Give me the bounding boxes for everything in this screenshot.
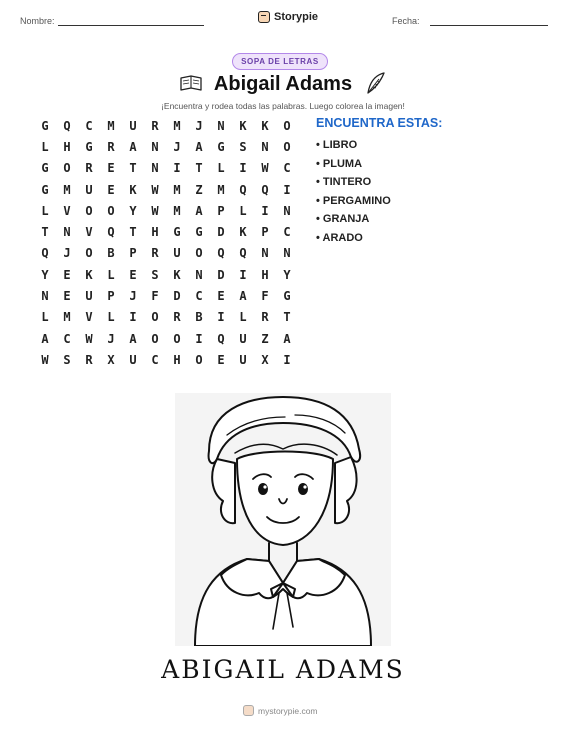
word-item: • GRANJA [316,213,370,226]
grid-cell[interactable]: G [41,118,49,133]
grid-cell[interactable]: I [195,331,203,346]
grid-cell[interactable]: I [261,203,269,218]
grid-cell[interactable]: L [41,139,49,154]
grid-cell[interactable]: N [151,161,159,176]
grid-cell[interactable]: N [283,203,291,218]
grid-cell[interactable]: X [107,352,115,367]
grid-cell[interactable]: Q [41,246,49,261]
grid-cell[interactable]: L [217,161,225,176]
grid-cell[interactable]: H [151,225,159,240]
grid-cell[interactable]: R [261,310,269,325]
grid-cell[interactable]: A [195,139,203,154]
instructions: ¡Encuentra y rodea todas las palabras. Luego colorea la imagen! [161,101,405,111]
grid-cell[interactable]: B [195,310,203,325]
grid-cell[interactable]: U [173,246,181,261]
grid-cell[interactable]: C [85,118,93,133]
grid-cell[interactable]: G [283,289,291,304]
word-item: • PERGAMINO [316,194,391,207]
grid-cell[interactable]: K [85,267,93,282]
grid-cell[interactable]: U [85,289,93,304]
grid-cell[interactable]: N [261,139,269,154]
grid-cell[interactable]: N [151,139,159,154]
grid-cell[interactable]: V [85,225,93,240]
grid-cell[interactable]: E [217,352,225,367]
grid-cell[interactable]: J [129,289,137,304]
grid-cell[interactable]: T [129,225,137,240]
grid-cell[interactable]: G [85,139,93,154]
storypie-logo-icon [243,705,254,716]
grid-cell[interactable]: Q [63,118,71,133]
grid-cell[interactable]: N [63,225,71,240]
word-item: • ARADO [316,231,363,244]
grid-cell[interactable]: P [129,246,137,261]
quill-pen-icon [364,71,388,97]
grid-cell[interactable]: P [217,203,225,218]
grid-cell[interactable]: T [41,225,49,240]
word-list [316,136,391,248]
grid-cell[interactable]: O [63,161,71,176]
grid-cell[interactable]: I [283,182,291,197]
grid-cell[interactable]: A [41,331,49,346]
grid-cell[interactable]: C [63,331,71,346]
grid-cell[interactable]: T [283,310,291,325]
word-item: • LIBRO [316,139,358,151]
grid-cell[interactable]: R [151,246,159,261]
grid-cell[interactable]: K [129,182,137,197]
grid-cell[interactable]: G [195,225,203,240]
coloring-portrait[interactable] [175,393,391,646]
grid-cell[interactable]: C [283,225,291,240]
storypie-logo-icon [258,11,270,23]
grid-cell[interactable]: E [63,267,71,282]
grid-cell[interactable]: L [41,203,49,218]
grid-cell[interactable]: T [195,161,203,176]
grid-cell[interactable]: O [195,352,203,367]
grid-cell[interactable]: O [195,246,203,261]
grid-cell[interactable]: W [261,161,269,176]
grid-cell[interactable]: I [239,267,247,282]
grid-cell[interactable]: A [283,331,291,346]
grid-cell[interactable]: K [239,225,247,240]
grid-cell[interactable]: G [41,182,49,197]
grid-cell[interactable]: M [217,182,225,197]
grid-cell[interactable]: U [239,352,247,367]
grid-cell[interactable]: L [41,310,49,325]
grid-cell[interactable]: R [85,352,93,367]
grid-cell[interactable]: R [107,139,115,154]
word-item: • TINTERO [316,176,372,189]
grid-cell[interactable]: O [151,310,159,325]
grid-cell[interactable]: P [107,289,115,304]
grid-cell[interactable]: L [107,267,115,282]
grid-cell[interactable]: J [195,118,203,133]
grid-cell[interactable]: U [239,331,247,346]
grid-cell[interactable]: M [107,118,115,133]
grid-cell[interactable]: O [173,331,181,346]
grid-cell[interactable]: N [195,267,203,282]
grid-cell[interactable]: H [173,352,181,367]
grid-cell[interactable]: E [129,267,137,282]
grid-cell[interactable]: Y [283,267,291,282]
grid-cell[interactable]: U [129,118,137,133]
grid-cell[interactable]: X [261,352,269,367]
grid-cell[interactable]: M [173,118,181,133]
word-search-grid[interactable] [34,115,298,371]
grid-cell[interactable]: Q [239,246,247,261]
grid-cell[interactable]: E [63,289,71,304]
grid-cell[interactable]: H [63,139,71,154]
grid-cell[interactable]: V [85,310,93,325]
grid-cell[interactable]: O [85,246,93,261]
grid-cell[interactable]: I [239,161,247,176]
grid-cell[interactable]: O [283,139,291,154]
grid-cell[interactable]: N [283,246,291,261]
grid-cell[interactable]: N [41,289,49,304]
grid-cell[interactable]: D [217,267,225,282]
grid-cell[interactable]: S [151,267,159,282]
grid-cell[interactable]: J [173,139,181,154]
grid-cell[interactable]: O [283,118,291,133]
page-title: Abigail Adams [213,73,353,95]
grid-cell[interactable]: C [151,352,159,367]
grid-cell[interactable]: S [239,139,247,154]
grid-cell[interactable]: Z [261,331,269,346]
grid-cell[interactable]: R [173,310,181,325]
grid-cell[interactable]: R [85,161,93,176]
grid-cell[interactable]: H [261,267,269,282]
grid-cell[interactable]: A [195,203,203,218]
grid-cell[interactable]: S [63,352,71,367]
grid-cell[interactable]: A [129,331,137,346]
grid-cell[interactable]: D [217,225,225,240]
grid-cell[interactable]: P [261,225,269,240]
grid-cell[interactable]: T [129,161,137,176]
grid-cell[interactable]: E [217,289,225,304]
grid-cell[interactable]: U [85,182,93,197]
grid-cell[interactable]: R [151,118,159,133]
grid-cell[interactable]: G [217,139,225,154]
brand-name: Storypie [274,11,319,23]
grid-cell[interactable]: C [195,289,203,304]
grid-cell[interactable]: Q [217,331,225,346]
grid-cell[interactable]: E [107,182,115,197]
grid-cell[interactable]: L [107,310,115,325]
brand-logo [258,11,318,23]
grid-cell[interactable]: B [107,246,115,261]
grid-cell[interactable]: O [107,203,115,218]
grid-cell[interactable]: Y [129,203,137,218]
grid-cell[interactable]: I [283,352,291,367]
grid-cell[interactable]: F [151,289,159,304]
footer-url[interactable]: mystorypie.com [258,705,318,716]
grid-cell[interactable]: V [63,203,71,218]
grid-cell[interactable]: Y [41,267,49,282]
grid-cell[interactable]: N [261,246,269,261]
grid-cell[interactable]: J [63,246,71,261]
name-label: Nombre: [20,16,55,26]
grid-cell[interactable]: I [129,310,137,325]
grid-cell[interactable]: G [41,161,49,176]
grid-cell[interactable]: M [63,182,71,197]
grid-cell[interactable]: F [261,289,269,304]
grid-cell[interactable]: I [173,161,181,176]
date-line[interactable] [430,25,548,26]
grid-cell[interactable]: A [239,289,247,304]
footer [243,705,318,716]
portrait-caption: ABIGAIL ADAMS [161,655,405,684]
name-line[interactable] [58,25,204,26]
grid-cell[interactable]: W [85,331,93,346]
grid-cell[interactable]: J [107,331,115,346]
grid-cell[interactable]: N [217,118,225,133]
grid-cell[interactable]: K [173,267,181,282]
grid-cell[interactable]: M [173,203,181,218]
grid-cell[interactable]: E [107,161,115,176]
grid-cell[interactable]: D [173,289,181,304]
grid-cell[interactable]: Q [107,225,115,240]
grid-cell[interactable]: C [283,161,291,176]
grid-cell[interactable]: U [129,352,137,367]
grid-cell[interactable]: W [151,203,159,218]
grid-cell[interactable]: O [151,331,159,346]
grid-cell[interactable]: G [173,225,181,240]
grid-cell[interactable]: A [129,139,137,154]
grid-cell[interactable]: L [239,310,247,325]
grid-cell[interactable]: W [151,182,159,197]
grid-cell[interactable]: Q [217,246,225,261]
date-label: Fecha: [392,16,420,26]
grid-cell[interactable]: Z [195,182,203,197]
grid-cell[interactable]: W [41,352,49,367]
grid-cell[interactable]: O [85,203,93,218]
grid-cell[interactable]: I [217,310,225,325]
word-list-heading: ENCUENTRA ESTAS: [316,116,443,130]
grid-cell[interactable]: M [173,182,181,197]
word-item: • PLUMA [316,157,363,170]
grid-cell[interactable]: K [239,118,247,133]
activity-badge: SOPA DE LETRAS [232,53,328,70]
grid-cell[interactable]: K [261,118,269,133]
grid-cell[interactable]: Q [239,182,247,197]
grid-cell[interactable]: M [63,310,71,325]
grid-cell[interactable]: L [239,203,247,218]
grid-cell[interactable]: Q [261,182,269,197]
